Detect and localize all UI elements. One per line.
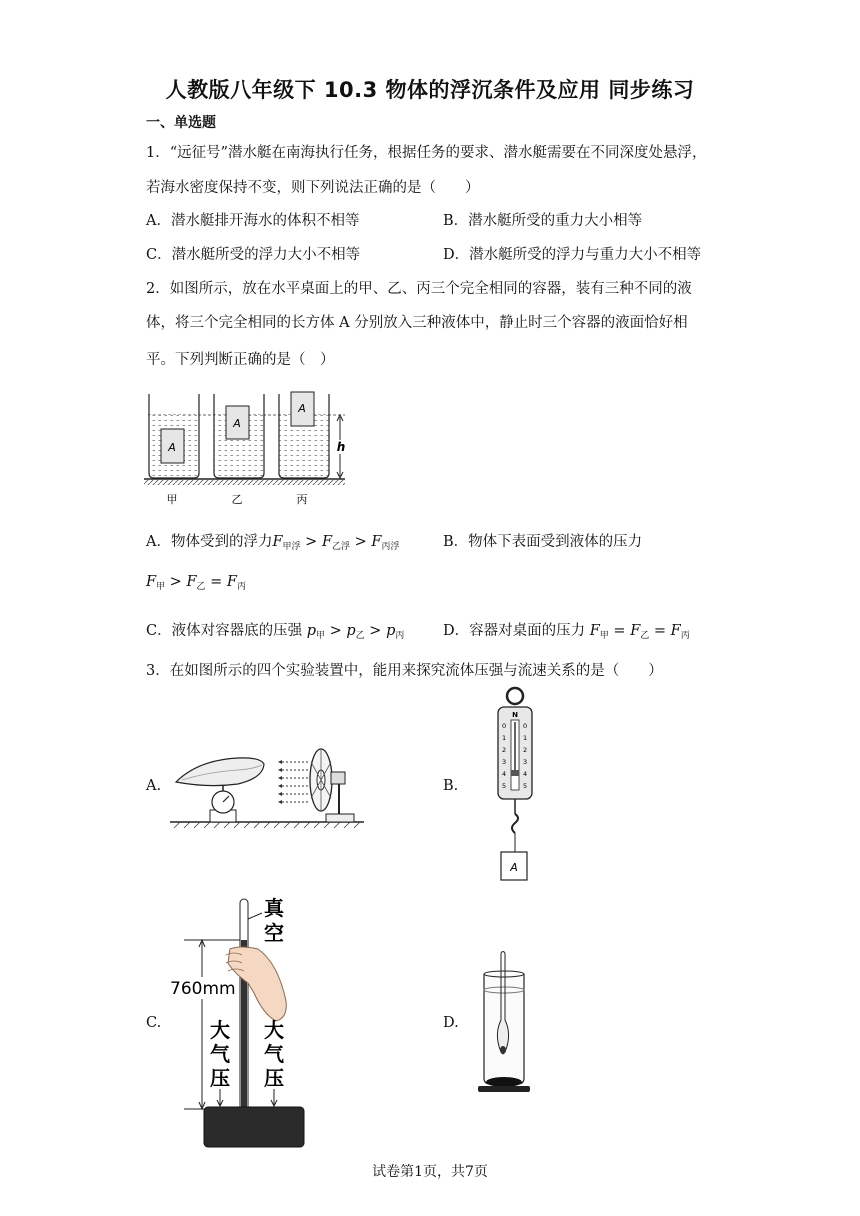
page-title: 人教版八年级下 10.3 物体的浮沉条件及应用 同步练习 xyxy=(165,78,695,102)
q1-option-b: B．潜水艇所受的重力大小相等 xyxy=(443,213,643,229)
atm-left-3: 压 xyxy=(210,1066,230,1090)
q2-option-a: A．物体受到的浮力$F_{甲浮} > F_{乙浮} > F_{丙浮}$ xyxy=(146,534,400,552)
atm-right-2: 气 xyxy=(264,1042,284,1066)
weight-a-label: A xyxy=(510,861,518,874)
q3-label-c: C. xyxy=(146,1015,162,1031)
q3-torricelli-figure xyxy=(168,893,308,1153)
label-jia: 甲 xyxy=(166,493,178,506)
svg-text:2: 2 xyxy=(502,746,507,754)
q3-label-d: D. xyxy=(443,1015,459,1031)
q3-spring-scale-figure xyxy=(490,686,540,886)
container-bing xyxy=(279,392,329,478)
q3-wing-fan-figure xyxy=(168,732,368,832)
q2-option-b: B．物体下表面受到液体的压力 xyxy=(443,534,643,550)
mercury-height-label: 760mm xyxy=(170,979,236,999)
label-bing: 丙 xyxy=(296,493,308,506)
q2-option-b-formula: $F_甲 > F_乙 = F_丙$ xyxy=(146,574,246,592)
q3-label-a: A. xyxy=(146,778,162,794)
height-label: h xyxy=(336,440,346,454)
q2-stem-line3: 平。下列判断正确的是（ ） xyxy=(146,352,335,368)
q2-containers-figure xyxy=(140,388,352,510)
svg-text:3: 3 xyxy=(502,758,507,766)
q2-stem-line1: 2．如图所示，放在水平桌面上的甲、乙、丙三个完全相同的容器，装有三种不同的液 xyxy=(146,281,692,297)
container-jia xyxy=(149,394,199,478)
svg-text:5: 5 xyxy=(523,782,528,790)
block-a-label: A xyxy=(168,441,176,454)
atm-left-2: 气 xyxy=(210,1042,230,1066)
svg-text:5: 5 xyxy=(502,782,507,790)
q1-option-c: C．潜水艇所受的浮力大小不相等 xyxy=(146,247,361,263)
q3-hydrometer-figure xyxy=(474,950,534,1095)
atm-left-1: 大 xyxy=(210,1018,230,1042)
q1-option-a: A．潜水艇排开海水的体积不相等 xyxy=(146,213,360,229)
spring-scale-n-label: N xyxy=(512,711,518,719)
q1-option-d: D．潜水艇所受的浮力与重力大小不相等 xyxy=(443,247,702,263)
block-a-label: A xyxy=(298,402,306,415)
container-yi xyxy=(214,394,264,478)
q3-stem-line1: 3．在如图所示的四个实验装置中，能用来探究流体压强与流速关系的是（ ） xyxy=(146,663,663,679)
q1-stem-line2: 若海水密度保持不变，则下列说法正确的是（ ） xyxy=(146,180,480,196)
page-footer: 试卷第1页，共7页 xyxy=(372,1164,488,1180)
svg-text:4: 4 xyxy=(523,770,528,778)
svg-text:1: 1 xyxy=(523,734,528,742)
atm-right-3: 压 xyxy=(264,1066,284,1090)
svg-text:3: 3 xyxy=(523,758,528,766)
q3-label-b: B. xyxy=(443,778,459,794)
svg-text:0: 0 xyxy=(523,722,528,730)
vacuum-label-2: 空 xyxy=(264,921,284,945)
vacuum-label-1: 真 xyxy=(264,896,284,920)
atm-right-1: 大 xyxy=(264,1018,284,1042)
block-a-label: A xyxy=(233,417,241,430)
q1-stem-line1: 1．“远征号”潜水艇在南海执行任务，根据任务的要求、潜水艇需要在不同深度处悬浮， xyxy=(146,145,707,161)
svg-text:4: 4 xyxy=(502,770,507,778)
q2-option-c: C．液体对容器底的压强 $p_甲 > p_乙 > p_丙$ xyxy=(146,623,405,641)
label-yi: 乙 xyxy=(231,493,243,506)
svg-text:0: 0 xyxy=(502,722,507,730)
section-heading: 一、单选题 xyxy=(146,115,216,131)
svg-text:1: 1 xyxy=(502,734,507,742)
q2-option-d: D．容器对桌面的压力 $F_甲 = F_乙 = F_丙$ xyxy=(443,623,690,641)
svg-text:2: 2 xyxy=(523,746,528,754)
q2-stem-line2: 体，将三个完全相同的长方体 A 分别放入三种液体中，静止时三个容器的液面恰好相 xyxy=(146,315,688,331)
